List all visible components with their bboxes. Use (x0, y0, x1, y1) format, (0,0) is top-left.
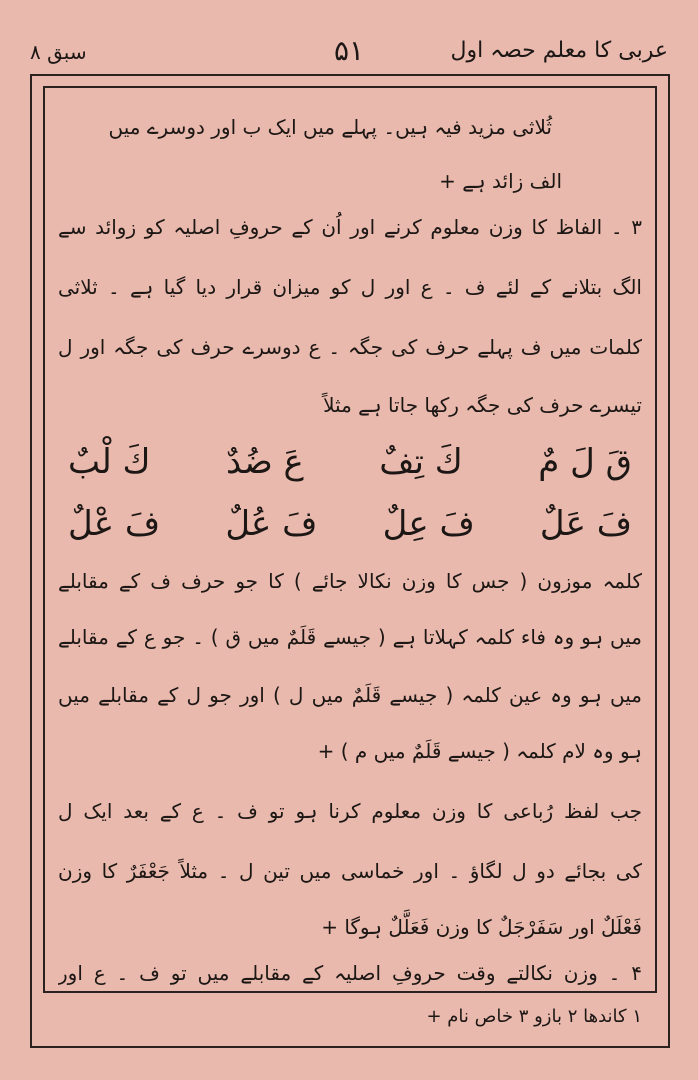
page-number: ۵۱ (333, 34, 365, 67)
text-line-14: ۴ ۔ وزن نکالتے وقت حروفِ اصلیہ کے مقابلے میں تو ف ۔ ع اور (58, 961, 642, 985)
text-line-9: میں ہو وہ عین کلمہ ( جیسے قَلَمٌ میں ل ) اور جو ل کے مقابلے میں (58, 683, 642, 707)
text-line-10: ہو وہ لام کلمہ ( جیسے قَلَمٌ میں م ) + (317, 739, 642, 763)
text-body (58, 104, 642, 989)
weight-pattern: فَ عْلٌ (68, 504, 161, 544)
text-line-13: فَعْلَلٌ اور سَفَرْجَلٌ کا وزن فَعَلَّلٌ ہوگا + (321, 915, 642, 939)
text-line-2: الف زائد ہے + (439, 169, 562, 193)
weight-pattern: فَ عَلٌ (539, 504, 632, 544)
book-title: عربی کا معلم حصہ اول (450, 38, 668, 63)
example-words-row (58, 434, 642, 490)
text-line-1: ثُلاثی مزید فیہ ہیں۔ پہلے میں ایک ب اور دوسرے میں (108, 115, 552, 139)
text-line-4: الگ بتلانے کے لئے ف ۔ ع اور ل کو میزان قرار دیا گیا ہے ۔ ثلاثی (58, 275, 642, 299)
weight-pattern: فَ عِلٌ (382, 504, 475, 544)
example-word: كَ لْبٌ (68, 442, 151, 482)
text-line-8: میں ہو وہ فاء کلمہ کہلاتا ہے ( جیسے قَلَمٌ میں ق ) ۔ جو ع کے مقابلے (58, 625, 642, 649)
text-line-5: کلمات میں ف پہلے حرف کی جگہ ۔ ع دوسرے حرف کی جگہ اور ل (58, 335, 642, 359)
text-line-6: تیسرے حرف کی جگہ رکھا جاتا ہے مثلاً (323, 393, 642, 417)
text-line-11: جب لفظ رُباعی کا وزن معلوم کرنا ہو تو ف ۔ ع کے بعد ایک ل (58, 799, 642, 823)
text-line-12: کی بجائے دو ل لگاؤ ۔ اور خماسی میں تین ل ۔ مثلاً جَعْفَرٌ کا وزن (58, 859, 642, 883)
weight-pattern-row (58, 496, 642, 552)
footnote: ۱ کاندھا ۲ بازو ۳ خاص نام + (426, 1006, 642, 1027)
example-word: عَ ضُدٌ (226, 442, 304, 482)
lesson-label: سبق ۸ (30, 40, 87, 64)
page-header (30, 32, 668, 72)
text-line-7: کلمہ موزون ( جس کا وزن نکالا جائے ) کا جو حرف ف کے مقابلے (58, 569, 642, 593)
example-word: كَ تِفٌ (379, 442, 463, 482)
text-line-3: ۳ ۔ الفاظ کا وزن معلوم کرنے اور اُن کے حروفِ اصلیہ کو زوائد سے (58, 215, 642, 239)
weight-pattern: فَ عُلٌ (225, 504, 318, 544)
example-word: قَ لَ مٌ (538, 442, 632, 482)
